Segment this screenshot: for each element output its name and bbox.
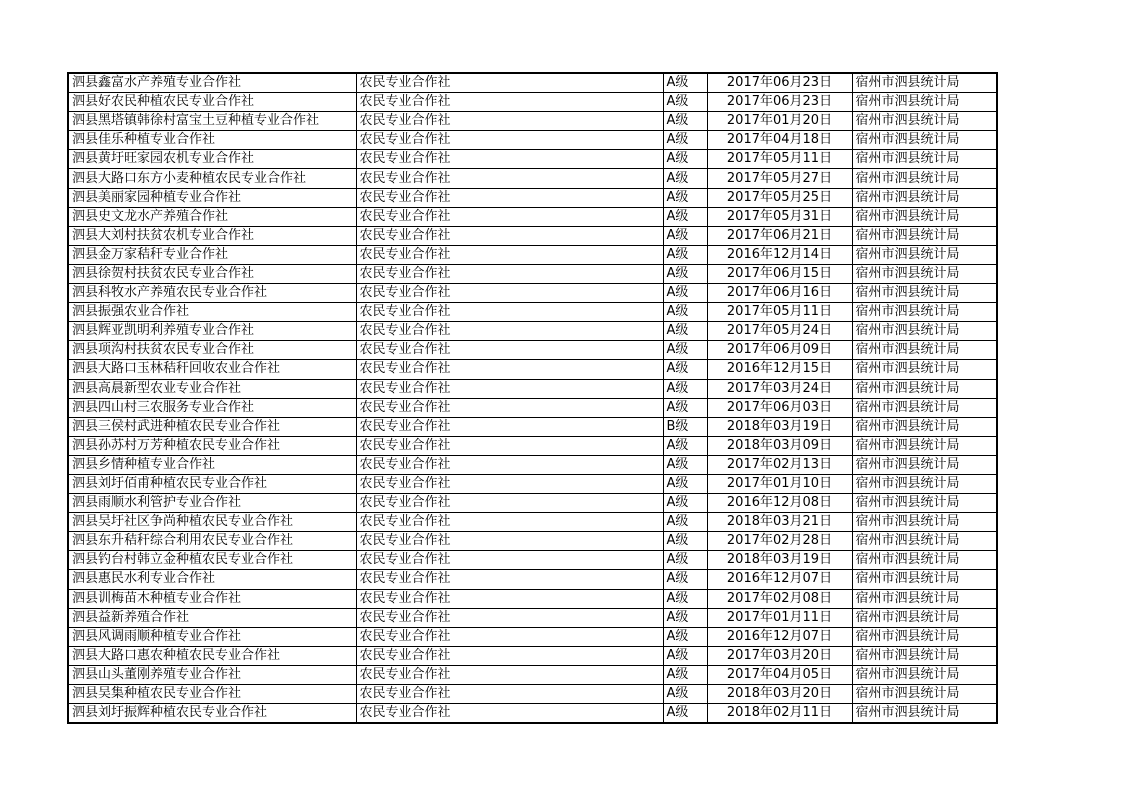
issuing-authority-cell: 宿州市泗县统计局 — [852, 646, 997, 665]
rating-date-cell: 2017年02月08日 — [707, 589, 852, 608]
rating-date-cell: 2017年04月05日 — [707, 665, 852, 684]
cooperative-type-cell: 农民专业合作社 — [356, 322, 663, 341]
rating-date-cell: 2017年02月13日 — [707, 455, 852, 474]
rating-date-cell: 2017年05月27日 — [707, 169, 852, 188]
issuing-authority-cell: 宿州市泗县统计局 — [852, 93, 997, 112]
issuing-authority-cell: 宿州市泗县统计局 — [852, 73, 997, 93]
credit-grade-cell: A级 — [663, 494, 707, 513]
table-row — [68, 704, 997, 724]
issuing-authority-cell: 宿州市泗县统计局 — [852, 398, 997, 417]
cooperative-name-cell: 泗县乡情种植专业合作社 — [68, 455, 356, 474]
issuing-authority-cell: 宿州市泗县统计局 — [852, 474, 997, 493]
cooperative-name-cell: 泗县金万家秸秆专业合作社 — [68, 245, 356, 264]
cooperative-name-cell: 泗县惠民水利专业合作社 — [68, 570, 356, 589]
credit-grade-cell: A级 — [663, 207, 707, 226]
table-row — [68, 494, 997, 513]
credit-grade-cell: A级 — [663, 685, 707, 704]
credit-grade-cell: A级 — [663, 93, 707, 112]
cooperative-table — [67, 72, 998, 724]
cooperative-type-cell: 农民专业合作社 — [356, 570, 663, 589]
rating-date-cell: 2017年05月31日 — [707, 207, 852, 226]
cooperative-name-cell: 泗县雨顺水利管护专业合作社 — [68, 494, 356, 513]
issuing-authority-cell: 宿州市泗县统计局 — [852, 264, 997, 283]
table-row — [68, 398, 997, 417]
rating-date-cell: 2017年05月25日 — [707, 188, 852, 207]
rating-date-cell: 2017年06月21日 — [707, 226, 852, 245]
cooperative-type-cell: 农民专业合作社 — [356, 474, 663, 493]
table-row — [68, 436, 997, 455]
cooperative-name-cell: 泗县三侯村武进种植农民专业合作社 — [68, 417, 356, 436]
issuing-authority-cell: 宿州市泗县统计局 — [852, 494, 997, 513]
rating-date-cell: 2017年01月20日 — [707, 112, 852, 131]
cooperative-type-cell: 农民专业合作社 — [356, 264, 663, 283]
cooperative-type-cell: 农民专业合作社 — [356, 627, 663, 646]
table-row — [68, 608, 997, 627]
issuing-authority-cell: 宿州市泗县统计局 — [852, 455, 997, 474]
issuing-authority-cell: 宿州市泗县统计局 — [852, 169, 997, 188]
rating-date-cell: 2017年05月24日 — [707, 322, 852, 341]
credit-grade-cell: A级 — [663, 188, 707, 207]
cooperative-name-cell: 泗县四山村三农服务专业合作社 — [68, 398, 356, 417]
credit-grade-cell: A级 — [663, 627, 707, 646]
issuing-authority-cell: 宿州市泗县统计局 — [852, 551, 997, 570]
credit-grade-cell: A级 — [663, 341, 707, 360]
cooperative-name-cell: 泗县黑塔镇韩徐村富宝土豆种植专业合作社 — [68, 112, 356, 131]
rating-date-cell: 2017年04月18日 — [707, 131, 852, 150]
credit-grade-cell: A级 — [663, 532, 707, 551]
rating-date-cell: 2016年12月07日 — [707, 627, 852, 646]
cooperative-type-cell: 农民专业合作社 — [356, 93, 663, 112]
issuing-authority-cell: 宿州市泗县统计局 — [852, 608, 997, 627]
credit-grade-cell: A级 — [663, 379, 707, 398]
cooperative-type-cell: 农民专业合作社 — [356, 513, 663, 532]
table-row — [68, 341, 997, 360]
table-row — [68, 417, 997, 436]
cooperative-type-cell: 农民专业合作社 — [356, 436, 663, 455]
cooperative-type-cell: 农民专业合作社 — [356, 303, 663, 322]
cooperative-name-cell: 泗县高晨新型农业专业合作社 — [68, 379, 356, 398]
issuing-authority-cell: 宿州市泗县统计局 — [852, 284, 997, 303]
cooperative-name-cell: 泗县孙苏村万芳种植农民专业合作社 — [68, 436, 356, 455]
cooperative-name-cell: 泗县好农民种植农民专业合作社 — [68, 93, 356, 112]
cooperative-type-cell: 农民专业合作社 — [356, 379, 663, 398]
cooperative-type-cell: 农民专业合作社 — [356, 417, 663, 436]
rating-date-cell: 2016年12月14日 — [707, 245, 852, 264]
rating-date-cell: 2016年12月07日 — [707, 570, 852, 589]
credit-grade-cell: A级 — [663, 608, 707, 627]
cooperative-type-cell: 农民专业合作社 — [356, 207, 663, 226]
table-row — [68, 551, 997, 570]
table-row — [68, 665, 997, 684]
cooperative-name-cell: 泗县徐贺村扶贫农民专业合作社 — [68, 264, 356, 283]
cooperative-name-cell: 泗县东升秸秆综合利用农民专业合作社 — [68, 532, 356, 551]
credit-grade-cell: A级 — [663, 169, 707, 188]
rating-date-cell: 2018年03月20日 — [707, 685, 852, 704]
credit-grade-cell: A级 — [663, 513, 707, 532]
cooperative-name-cell: 泗县刘圩振辉种植农民专业合作社 — [68, 704, 356, 724]
table-row — [68, 570, 997, 589]
issuing-authority-cell: 宿州市泗县统计局 — [852, 685, 997, 704]
credit-grade-cell: A级 — [663, 131, 707, 150]
table-row — [68, 207, 997, 226]
credit-grade-cell: B级 — [663, 417, 707, 436]
issuing-authority-cell: 宿州市泗县统计局 — [852, 570, 997, 589]
cooperative-name-cell: 泗县大刘村扶贫农机专业合作社 — [68, 226, 356, 245]
cooperative-type-cell: 农民专业合作社 — [356, 245, 663, 264]
issuing-authority-cell: 宿州市泗县统计局 — [852, 532, 997, 551]
credit-grade-cell: A级 — [663, 646, 707, 665]
credit-grade-cell: A级 — [663, 436, 707, 455]
rating-date-cell: 2017年01月10日 — [707, 474, 852, 493]
issuing-authority-cell: 宿州市泗县统计局 — [852, 379, 997, 398]
credit-grade-cell: A级 — [663, 150, 707, 169]
rating-date-cell: 2017年01月11日 — [707, 608, 852, 627]
table-row — [68, 303, 997, 322]
cooperative-name-cell: 泗县振强农业合作社 — [68, 303, 356, 322]
issuing-authority-cell: 宿州市泗县统计局 — [852, 360, 997, 379]
table-row — [68, 455, 997, 474]
cooperative-type-cell: 农民专业合作社 — [356, 73, 663, 93]
rating-date-cell: 2018年03月21日 — [707, 513, 852, 532]
cooperative-name-cell: 泗县鑫富水产养殖专业合作社 — [68, 73, 356, 93]
rating-date-cell: 2016年12月15日 — [707, 360, 852, 379]
issuing-authority-cell: 宿州市泗县统计局 — [852, 207, 997, 226]
table-row — [68, 532, 997, 551]
rating-date-cell: 2016年12月08日 — [707, 494, 852, 513]
cooperative-name-cell: 泗县美丽家园种植专业合作社 — [68, 188, 356, 207]
cooperative-type-cell: 农民专业合作社 — [356, 665, 663, 684]
table-row — [68, 245, 997, 264]
cooperative-type-cell: 农民专业合作社 — [356, 341, 663, 360]
table-row — [68, 226, 997, 245]
table-row — [68, 264, 997, 283]
cooperative-name-cell: 泗县钓台村韩立金种植农民专业合作社 — [68, 551, 356, 570]
table-row — [68, 284, 997, 303]
cooperative-type-cell: 农民专业合作社 — [356, 360, 663, 379]
issuing-authority-cell: 宿州市泗县统计局 — [852, 627, 997, 646]
issuing-authority-cell: 宿州市泗县统计局 — [852, 589, 997, 608]
issuing-authority-cell: 宿州市泗县统计局 — [852, 436, 997, 455]
credit-grade-cell: A级 — [663, 112, 707, 131]
table-row — [68, 150, 997, 169]
issuing-authority-cell: 宿州市泗县统计局 — [852, 322, 997, 341]
cooperative-name-cell: 泗县史文龙水产养殖合作社 — [68, 207, 356, 226]
cooperative-type-cell: 农民专业合作社 — [356, 169, 663, 188]
issuing-authority-cell: 宿州市泗县统计局 — [852, 303, 997, 322]
credit-grade-cell: A级 — [663, 551, 707, 570]
rating-date-cell: 2018年03月19日 — [707, 417, 852, 436]
cooperative-name-cell: 泗县吴圩社区争尚种植农民专业合作社 — [68, 513, 356, 532]
table-row — [68, 188, 997, 207]
rating-date-cell: 2017年06月16日 — [707, 284, 852, 303]
table-row — [68, 131, 997, 150]
rating-date-cell: 2017年06月23日 — [707, 93, 852, 112]
table-row — [68, 379, 997, 398]
rating-date-cell: 2018年03月19日 — [707, 551, 852, 570]
cooperative-type-cell: 农民专业合作社 — [356, 589, 663, 608]
cooperative-name-cell: 泗县科牧水产养殖农民专业合作社 — [68, 284, 356, 303]
cooperative-name-cell: 泗县训梅苗木种植专业合作社 — [68, 589, 356, 608]
cooperative-type-cell: 农民专业合作社 — [356, 551, 663, 570]
cooperative-type-cell: 农民专业合作社 — [356, 112, 663, 131]
table-row — [68, 627, 997, 646]
rating-date-cell: 2017年02月28日 — [707, 532, 852, 551]
credit-grade-cell: A级 — [663, 264, 707, 283]
cooperative-type-cell: 农民专业合作社 — [356, 608, 663, 627]
credit-grade-cell: A级 — [663, 704, 707, 724]
cooperative-name-cell: 泗县山头董刚养殖专业合作社 — [68, 665, 356, 684]
cooperative-name-cell: 泗县大路口玉林秸秆回收农业合作社 — [68, 360, 356, 379]
rating-date-cell: 2017年06月09日 — [707, 341, 852, 360]
issuing-authority-cell: 宿州市泗县统计局 — [852, 112, 997, 131]
issuing-authority-cell: 宿州市泗县统计局 — [852, 226, 997, 245]
cooperative-name-cell: 泗县风调雨顺种植专业合作社 — [68, 627, 356, 646]
credit-grade-cell: A级 — [663, 455, 707, 474]
credit-grade-cell: A级 — [663, 226, 707, 245]
table-row — [68, 685, 997, 704]
cooperative-name-cell: 泗县辉亚凯明利养殖专业合作社 — [68, 322, 356, 341]
table-row — [68, 513, 997, 532]
credit-grade-cell: A级 — [663, 73, 707, 93]
cooperative-name-cell: 泗县佳乐种植专业合作社 — [68, 131, 356, 150]
cooperative-type-cell: 农民专业合作社 — [356, 150, 663, 169]
credit-grade-cell: A级 — [663, 322, 707, 341]
credit-grade-cell: A级 — [663, 398, 707, 417]
cooperative-type-cell: 农民专业合作社 — [356, 284, 663, 303]
credit-grade-cell: A级 — [663, 474, 707, 493]
table-row — [68, 93, 997, 112]
issuing-authority-cell: 宿州市泗县统计局 — [852, 417, 997, 436]
issuing-authority-cell: 宿州市泗县统计局 — [852, 341, 997, 360]
cooperative-type-cell: 农民专业合作社 — [356, 532, 663, 551]
table-row — [68, 589, 997, 608]
issuing-authority-cell: 宿州市泗县统计局 — [852, 150, 997, 169]
table-row — [68, 73, 997, 93]
credit-grade-cell: A级 — [663, 360, 707, 379]
cooperative-name-cell: 泗县刘圩佰甫种植农民专业合作社 — [68, 474, 356, 493]
cooperative-name-cell: 泗县吴集种植农民专业合作社 — [68, 685, 356, 704]
issuing-authority-cell: 宿州市泗县统计局 — [852, 665, 997, 684]
table-row — [68, 169, 997, 188]
credit-grade-cell: A级 — [663, 303, 707, 322]
rating-date-cell: 2017年06月23日 — [707, 73, 852, 93]
issuing-authority-cell: 宿州市泗县统计局 — [852, 188, 997, 207]
rating-date-cell: 2017年05月11日 — [707, 303, 852, 322]
rating-date-cell: 2018年03月09日 — [707, 436, 852, 455]
cooperative-name-cell: 泗县项沟村扶贫农民专业合作社 — [68, 341, 356, 360]
cooperative-name-cell: 泗县大路口东方小麦种植农民专业合作社 — [68, 169, 356, 188]
cooperative-type-cell: 农民专业合作社 — [356, 685, 663, 704]
rating-date-cell: 2017年05月11日 — [707, 150, 852, 169]
credit-grade-cell: A级 — [663, 245, 707, 264]
credit-grade-cell: A级 — [663, 284, 707, 303]
credit-grade-cell: A级 — [663, 589, 707, 608]
issuing-authority-cell: 宿州市泗县统计局 — [852, 131, 997, 150]
cooperative-type-cell: 农民专业合作社 — [356, 131, 663, 150]
cooperative-type-cell: 农民专业合作社 — [356, 226, 663, 245]
issuing-authority-cell: 宿州市泗县统计局 — [852, 513, 997, 532]
credit-grade-cell: A级 — [663, 570, 707, 589]
credit-grade-cell: A级 — [663, 665, 707, 684]
table-row — [68, 322, 997, 341]
cooperative-type-cell: 农民专业合作社 — [356, 646, 663, 665]
table-body — [68, 73, 997, 723]
rating-date-cell: 2017年03月20日 — [707, 646, 852, 665]
cooperative-type-cell: 农民专业合作社 — [356, 455, 663, 474]
rating-date-cell: 2018年02月11日 — [707, 704, 852, 724]
cooperative-type-cell: 农民专业合作社 — [356, 188, 663, 207]
cooperative-type-cell: 农民专业合作社 — [356, 494, 663, 513]
cooperative-name-cell: 泗县益新养殖合作社 — [68, 608, 356, 627]
cooperative-type-cell: 农民专业合作社 — [356, 398, 663, 417]
table-row — [68, 646, 997, 665]
rating-date-cell: 2017年06月15日 — [707, 264, 852, 283]
issuing-authority-cell: 宿州市泗县统计局 — [852, 245, 997, 264]
rating-date-cell: 2017年06月03日 — [707, 398, 852, 417]
cooperative-type-cell: 农民专业合作社 — [356, 704, 663, 724]
table-row — [68, 112, 997, 131]
cooperative-name-cell: 泗县大路口惠农种植农民专业合作社 — [68, 646, 356, 665]
cooperative-name-cell: 泗县黄圩旺家园农机专业合作社 — [68, 150, 356, 169]
table-row — [68, 474, 997, 493]
issuing-authority-cell: 宿州市泗县统计局 — [852, 704, 997, 724]
table-row — [68, 360, 997, 379]
rating-date-cell: 2017年03月24日 — [707, 379, 852, 398]
